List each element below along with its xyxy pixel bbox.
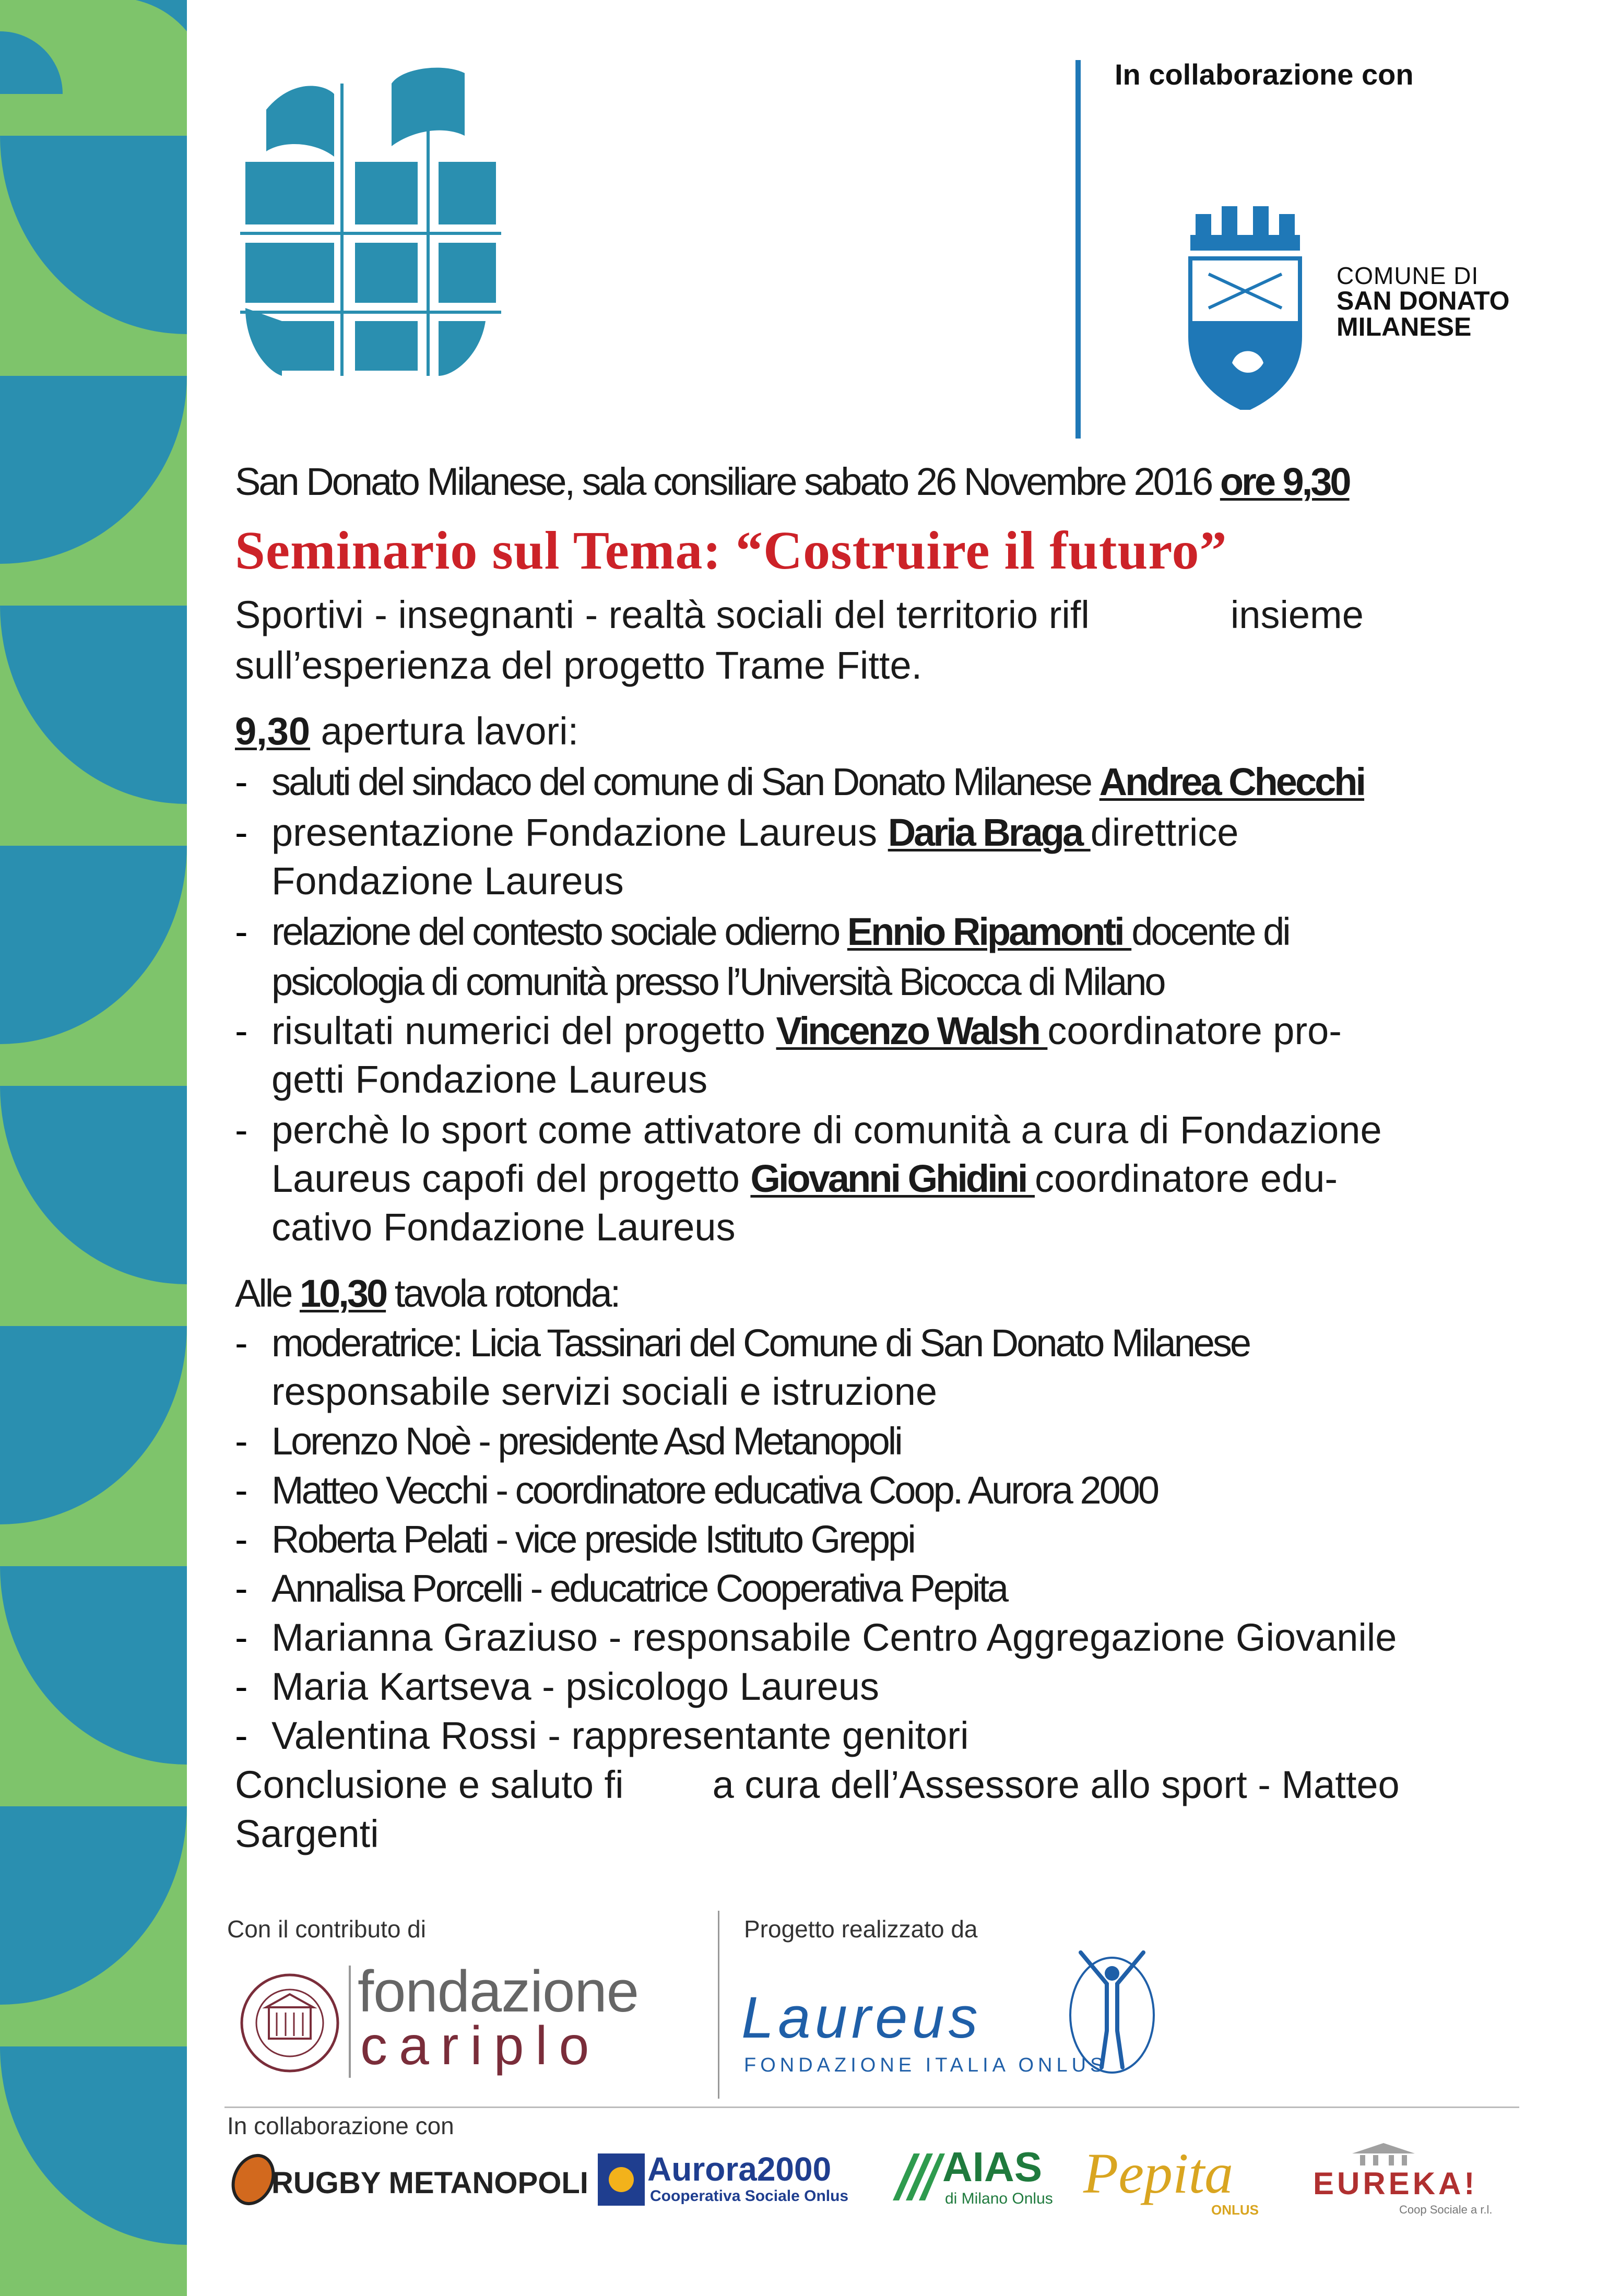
panel-item-8: Valentina Rossi - rappresentante genitori — [271, 1714, 969, 1757]
opening-heading — [235, 709, 578, 753]
rugby-ball-icon — [230, 2151, 277, 2208]
contrib-label: Con il contributo di — [227, 1915, 426, 1943]
item-2-role: direttrice — [1090, 811, 1239, 854]
opening-time: 9,30 — [235, 709, 311, 753]
item-4-line-2: getti Fondazione Laureus — [271, 1058, 708, 1101]
comune-line-3: MILANESE — [1337, 312, 1472, 341]
partner-rugby-metanopoli: RUGBY METANOPOLI — [271, 2166, 588, 2200]
round-pre: Alle — [235, 1272, 300, 1315]
intro-line-1-b: insieme — [1230, 593, 1364, 636]
closing-a: Conclusione e saluto fi — [235, 1763, 624, 1806]
intro-line-2: sull’esperienza del progetto Trame Fitte. — [235, 644, 923, 687]
dash-5: - — [235, 1108, 248, 1152]
aurora-sun-icon — [598, 2153, 645, 2206]
closing-line-2: Sargenti — [235, 1812, 379, 1855]
footer-horizontal-divider — [224, 2106, 1519, 2108]
item-1-speaker: Andrea Checchi — [1099, 760, 1365, 803]
place-date-text: San Donato Milanese, sala consiliare sabato 26 Novembre 2016 — [235, 460, 1212, 503]
panel-item-4: Roberta Pelati - vice preside Istituto Greppi — [271, 1518, 914, 1561]
item-4-role: coordinatore pro- — [1047, 1009, 1342, 1052]
program-item-2 — [271, 810, 1238, 855]
panel-item-6: Marianna Graziuso - responsabile Centro Aggregazione Giovanile — [271, 1616, 1397, 1659]
cariplo-seal-icon — [238, 1971, 342, 2075]
item-3-line-2: psicologia di comunità presso l’Università Bicocca di Milano — [271, 960, 1164, 1003]
footer-vertical-divider — [718, 1911, 719, 2099]
item-3-role: docente di — [1131, 910, 1289, 953]
program-item-5: perchè lo sport come attivatore di comunità a cura di Fondazione — [271, 1108, 1382, 1152]
intro-line-1-a: Sportivi - insegnanti - realtà sociali del territorio rifl — [235, 593, 1090, 636]
panel-dash-2: - — [235, 1419, 248, 1463]
partner-pepita-sub: ONLUS — [1211, 2202, 1259, 2218]
item-5-line-2 — [271, 1156, 1338, 1201]
decorative-side-strip — [0, 0, 187, 2296]
opening-label: apertura lavori: — [310, 709, 579, 753]
dash-4: - — [235, 1009, 248, 1052]
item-5-speaker: Giovanni Ghidini — [750, 1157, 1035, 1200]
panel-dash-7: - — [235, 1665, 248, 1708]
half-circle-pattern — [0, 0, 187, 2296]
cariplo-name-1: fondazione — [358, 1959, 639, 2024]
item-5-line-3: cativo Fondazione Laureus — [271, 1205, 736, 1249]
panel-dash-6: - — [235, 1616, 248, 1659]
comune-coat-of-arms-icon — [1185, 206, 1305, 410]
panel-dash-5: - — [235, 1567, 248, 1610]
item-4-speaker: Vincenzo Walsh — [776, 1009, 1048, 1052]
panel-item-7: Maria Kartseva - psicologo Laureus — [271, 1665, 880, 1708]
panel-dash-4: - — [235, 1518, 248, 1561]
comune-name — [1337, 264, 1510, 340]
round-table-heading — [235, 1271, 619, 1316]
project-label: Progetto realizzato da — [744, 1915, 978, 1943]
panel-dash-3: - — [235, 1469, 248, 1512]
program-item-1 — [271, 760, 1364, 804]
round-time: 10,30 — [299, 1272, 386, 1315]
panel-item-5: Annalisa Porcelli - educatrice Cooperativa Pepita — [271, 1567, 1007, 1610]
panel-dash-8: - — [235, 1714, 248, 1757]
cariplo-divider — [349, 1966, 351, 2078]
panel-dash-1: - — [235, 1321, 248, 1365]
partner-eureka: EUREKA! — [1313, 2166, 1478, 2201]
dash-2: - — [235, 811, 248, 854]
header-collab-title: In collaborazione con — [1115, 58, 1414, 91]
item-4-text: risultati numerici del progetto — [271, 1009, 776, 1052]
panel-item-1: moderatrice: Licia Tassinari del Comune di San Donato Milanese — [271, 1321, 1250, 1365]
item-2-speaker: Daria Braga — [888, 811, 1091, 854]
laureus-name: Laureus — [741, 1985, 982, 2050]
closing-b: a cura dell’Assessore allo sport - Matteo — [712, 1763, 1400, 1806]
closing-line-1 — [235, 1762, 1400, 1807]
partner-eureka-sub: Coop Sociale a r.l. — [1399, 2203, 1493, 2216]
panel-item-1-line-2: responsabile servizi sociali e istruzione — [271, 1370, 938, 1413]
partner-aurora2000: Aurora2000 — [647, 2150, 832, 2188]
header-divider — [1075, 60, 1081, 439]
program-item-4 — [271, 1009, 1342, 1053]
partner-aias: AIAS — [942, 2144, 1043, 2190]
partner-aias-sub: di Milano Onlus — [945, 2190, 1053, 2207]
laureus-subtitle: FONDAZIONE ITALIA ONLUS — [744, 2054, 1108, 2076]
intro-line-1 — [235, 593, 1364, 637]
round-label: tavola rotonda: — [386, 1272, 619, 1315]
laureus-statue-icon — [1065, 1942, 1159, 2078]
item-5-role: coordinatore edu- — [1034, 1157, 1338, 1200]
item-2-text: presentazione Fondazione Laureus — [271, 811, 888, 854]
item-1-text: saluti del sindaco del comune di San Donato Milanese — [271, 760, 1099, 803]
aias-stripes-icon — [888, 2148, 945, 2206]
item-2-line-2: Fondazione Laureus — [271, 859, 624, 903]
comune-line-1: COMUNE DI — [1337, 262, 1479, 289]
partner-pepita: Pepita — [1083, 2141, 1234, 2205]
panel-item-2: Lorenzo Noè - presidente Asd Metanopoli — [271, 1419, 901, 1463]
trame-fitte-logo — [235, 63, 506, 386]
partner-aurora2000-sub: Cooperativa Sociale Onlus — [650, 2187, 849, 2205]
item-3-text: relazione del contesto sociale odierno — [271, 910, 847, 953]
item-3-speaker: Ennio Ripamonti — [847, 910, 1132, 953]
comune-line-2: SAN DONATO — [1337, 286, 1510, 315]
panel-item-3: Matteo Vecchi - coordinatore educativa Coop. Aurora 2000 — [271, 1469, 1158, 1512]
program-item-3 — [271, 909, 1289, 954]
seminar-title: Seminario sul Tema: “Costruire il futuro” — [235, 520, 1227, 581]
eureka-temple-icon — [1347, 2140, 1420, 2167]
cariplo-name-2: cariplo — [360, 2016, 601, 2076]
start-time: ore 9,30 — [1220, 460, 1350, 503]
event-date-place — [235, 459, 1350, 504]
dash-1: - — [235, 760, 248, 803]
dash-3: - — [235, 910, 248, 953]
partners-label: In collaborazione con — [227, 2112, 454, 2139]
item-5-text-2: Laureus capofi del progetto — [271, 1157, 751, 1200]
